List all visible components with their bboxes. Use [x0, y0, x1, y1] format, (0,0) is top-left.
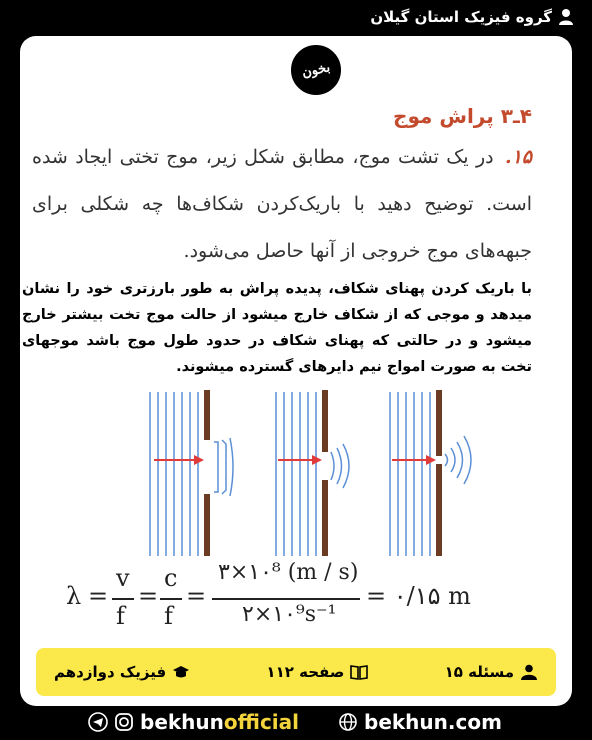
globe-icon — [338, 712, 358, 732]
formula-f-1: f — [116, 602, 125, 630]
footer — [0, 706, 592, 740]
answer-text: با باریک کردن پهنای شکاف، پدیده پراش به طور بارزتری خود را نشان میدهد و موجی که از شکاف خارج میشود از حالت موج تخت بیشتر خارج میشود و در حالتی که پهنای شکاف در حدود طول موج باشد موجهای تخت به صورت امواج نیم دایرهای گسترده میشوند. — [22, 281, 532, 375]
group-title — [370, 8, 574, 26]
user-icon — [558, 8, 574, 26]
logo-badge — [288, 42, 344, 98]
website-link[interactable] — [338, 710, 502, 734]
problem-text: در یک تشت موج، مطابق شکل زیر، موج تختی ایجاد شده است. توضیح دهید با باریک‌کردن شکاف‌ها چه شکلی برای جبهه‌های موج خروجی از آنها حاصل می‌شود. — [32, 146, 532, 262]
content-card — [20, 36, 572, 706]
formula-f-2: f — [164, 602, 173, 630]
book-label: فیزیک دوازدهم — [54, 663, 167, 681]
diffraction-diagram — [148, 384, 488, 562]
panel-wide-slit — [150, 390, 233, 556]
graduation-cap-icon — [172, 664, 190, 680]
book-icon — [350, 664, 368, 680]
logo-text: بخون — [300, 59, 332, 81]
formula-numerator: ۳×۱۰⁸ (m / s) — [218, 560, 359, 585]
formula-lambda: λ — [66, 582, 82, 610]
social-prefix: bekhun — [140, 710, 224, 734]
panel-medium-slit — [276, 390, 349, 556]
wavelength-formula — [66, 560, 506, 640]
instagram-icon — [114, 712, 134, 732]
telegram-icon — [88, 712, 108, 732]
problem-info — [445, 663, 538, 681]
book-info — [54, 663, 190, 681]
problem-label: مسئله ۱۵ — [444, 663, 514, 681]
formula-result: = ۰/۱۵ m — [366, 582, 471, 610]
panel-narrow-slit — [390, 390, 471, 556]
social-suffix: official — [223, 710, 300, 734]
formula-c: c — [164, 564, 178, 592]
website-url: bekhun.com — [364, 710, 502, 734]
page-info — [266, 663, 368, 681]
section-heading: ۴ـ۳ پراش موج — [393, 104, 532, 128]
user-icon — [520, 664, 538, 680]
formula-equals-3: = — [186, 582, 207, 610]
info-bar — [36, 648, 556, 696]
group-name: گروه فیزیک استان گیلان — [370, 8, 552, 26]
top-bar — [0, 0, 592, 40]
fraction-bar-2 — [160, 598, 182, 600]
problem-statement — [32, 134, 532, 275]
formula-equals-1: = — [88, 582, 109, 610]
formula-equals-2: = — [138, 582, 159, 610]
formula-v: v — [116, 564, 130, 592]
social-handle[interactable] — [88, 710, 299, 734]
fraction-bar-3 — [212, 598, 360, 600]
page-label: صفحه ۱۱۲ — [266, 663, 345, 681]
problem-number: ۱۵. — [504, 146, 532, 168]
fraction-bar-1 — [112, 598, 134, 600]
formula-denominator: ۲×۱۰⁹s⁻¹ — [242, 602, 337, 627]
